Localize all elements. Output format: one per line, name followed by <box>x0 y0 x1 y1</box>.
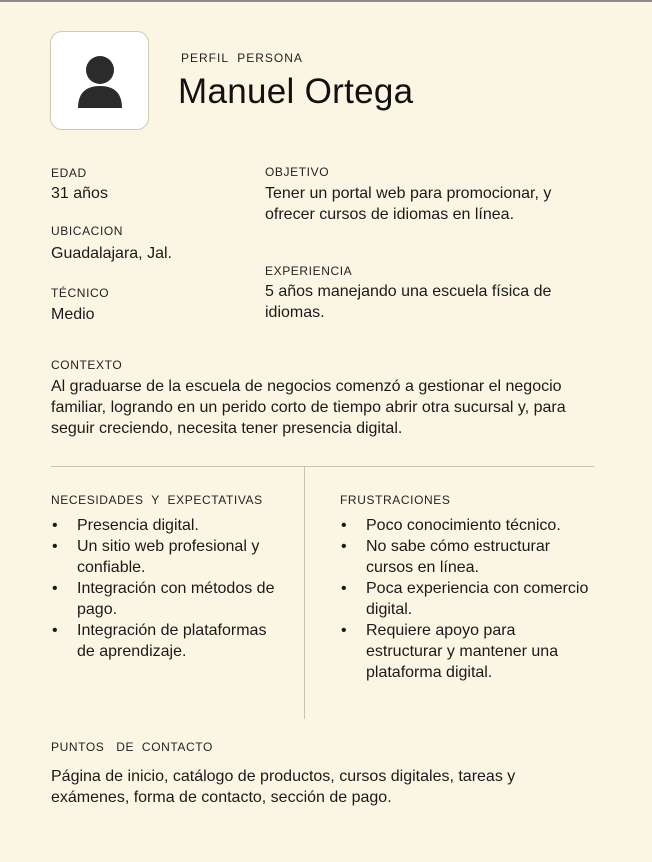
objective-value: Tener un portal web para promocionar, y ofrecer cursos de idiomas en línea. <box>265 185 552 223</box>
list-item: • Un sitio web profesional y confiable. <box>51 536 279 578</box>
frustrations-list <box>340 515 590 683</box>
page-eyebrow: PERFIL PERSONA <box>181 51 303 65</box>
section-divider <box>51 466 594 467</box>
column-divider <box>304 467 305 719</box>
touchpoints-label: PUNTOS DE CONTACTO <box>51 740 213 754</box>
user-icon <box>51 32 148 129</box>
technical-label: TÉCNICO <box>51 286 110 300</box>
experience-label: EXPERIENCIA <box>265 264 353 278</box>
frustrations-label: FRUSTRACIONES <box>340 493 451 507</box>
context-text: Al graduarse de la escuela de negocios comenzó a gestionar el negocio familiar, logrando en un perido corto de tiempo abrir otra sucursal y, para seguir creciendo, necesita tener presencia digital. <box>51 378 566 437</box>
list-item: • Poca experiencia con comercio digital. <box>340 578 590 620</box>
list-item: • Requiere apoyo para estructurar y mantener una plataforma digital. <box>340 620 590 683</box>
needs-label: NECESIDADES Y EXPECTATIVAS <box>51 493 263 507</box>
objective-label: OBJETIVO <box>265 165 330 179</box>
list-item: • Poco conocimiento técnico. <box>340 515 590 536</box>
technical-value: Medio <box>51 306 95 323</box>
age-label: EDAD <box>51 166 87 180</box>
age-value: 31 años <box>51 185 108 202</box>
experience-value: 5 años manejando una escuela física de idiomas. <box>265 283 552 321</box>
location-label: UBICACION <box>51 224 124 238</box>
list-item: • Integración de plataformas de aprendizaje. <box>51 620 279 662</box>
needs-list <box>51 515 279 662</box>
list-item: • No sabe cómo estructurar cursos en línea. <box>340 536 590 578</box>
persona-name: Manuel Ortega <box>178 72 414 111</box>
location-value: Guadalajara, Jal. <box>51 245 172 262</box>
context-label: CONTEXTO <box>51 358 123 372</box>
avatar <box>50 31 149 130</box>
list-item: • Presencia digital. <box>51 515 279 536</box>
touchpoints-text: Página de inicio, catálogo de productos, cursos digitales, tareas y exámenes, forma de contacto, sección de pago. <box>51 768 516 806</box>
list-item: • Integración con métodos de pago. <box>51 578 279 620</box>
top-border <box>0 0 652 2</box>
